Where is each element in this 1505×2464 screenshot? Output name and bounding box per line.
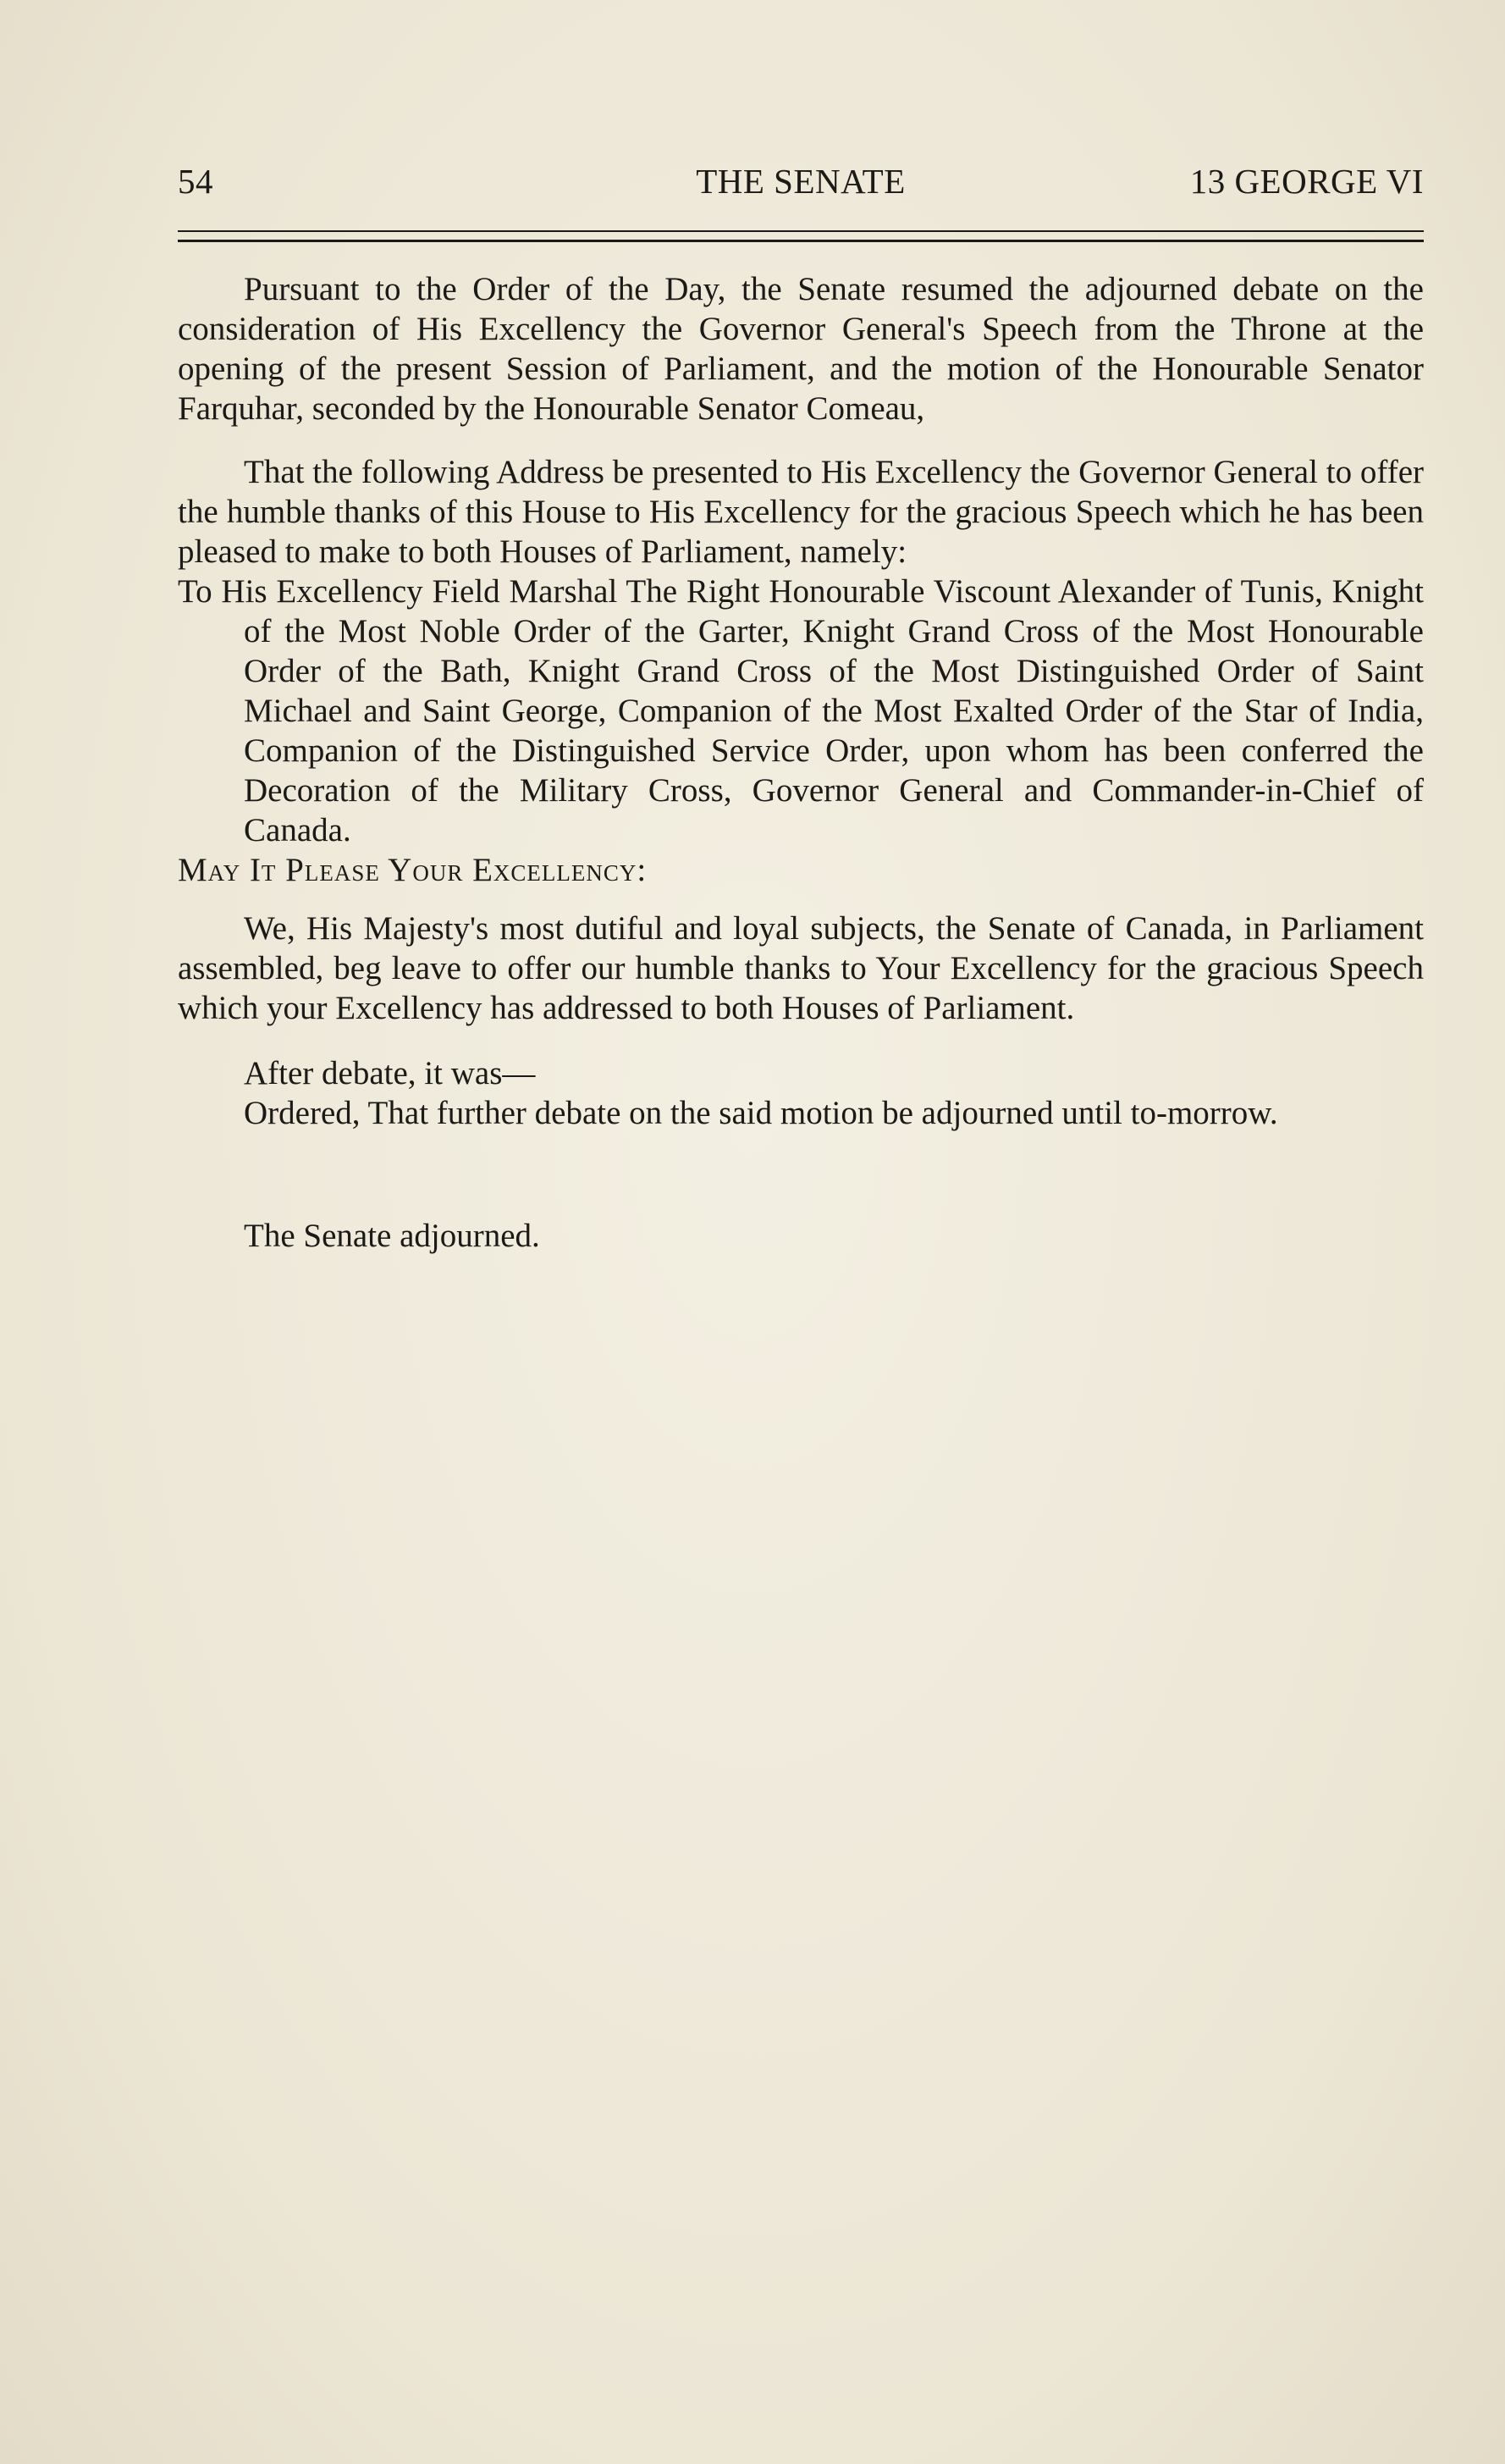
journal-body [178, 269, 1424, 1256]
running-header [178, 161, 1424, 203]
paragraph-after-debate: After debate, it was— [244, 1055, 536, 1091]
header-rule-thin [178, 230, 1424, 232]
header-rule-thick [178, 240, 1424, 242]
paragraph-adjourned: The Senate adjourned. [244, 1218, 540, 1254]
paragraph-address-recipient: To His Excellency Field Marshal The Right Honourable Viscount Alexander of Tunis, Knight of the Most Noble Order of the Garter, Knight Grand Cross of the Most Honourable Order of the Bath, Knight Grand Cross of the Most Distinguished Order of Saint Michael and Saint George, Companion of the Most Exalted Order of the Star of India, Companion of the Distinguished Service Order, upon whom has been conferred the Decoration of the Military Cross, Governor General and Commander-in-Chief of Canada. [178, 573, 1424, 848]
page-title: THE SENATE [696, 162, 906, 201]
regnal-year: 13 GEORGE VI [1189, 162, 1424, 201]
paragraph-order-of-day: Pursuant to the Order of the Day, the Senate resumed the adjourned debate on the consideration of His Excellency the Governor General's Speech from the Throne at the opening of the present Session of Parliament, and the motion of the Honourable Senator Farquhar, seconded by the Honourable Senator Comeau, [178, 271, 1424, 427]
salutation: May It Please Your Excellency: [178, 852, 648, 888]
paragraph-ordered: Ordered, That further debate on the said motion be adjourned until to-morrow. [244, 1095, 1278, 1131]
paragraph-address-text: We, His Majesty's most dutiful and loyal subjects, the Senate of Canada, in Parliament assembled, beg leave to offer our humble thanks to Your Excellency for the gracious Speech which your Excellency has addressed to both Houses of Parliament. [178, 910, 1424, 1026]
paragraph-address-motion: That the following Address be presented to His Excellency the Governor General to offer the humble thanks of this House to His Excellency for the gracious Speech which he has been pleased to make to both Houses of Parliament, namely: [178, 454, 1424, 570]
page-number: 54 [178, 162, 213, 201]
